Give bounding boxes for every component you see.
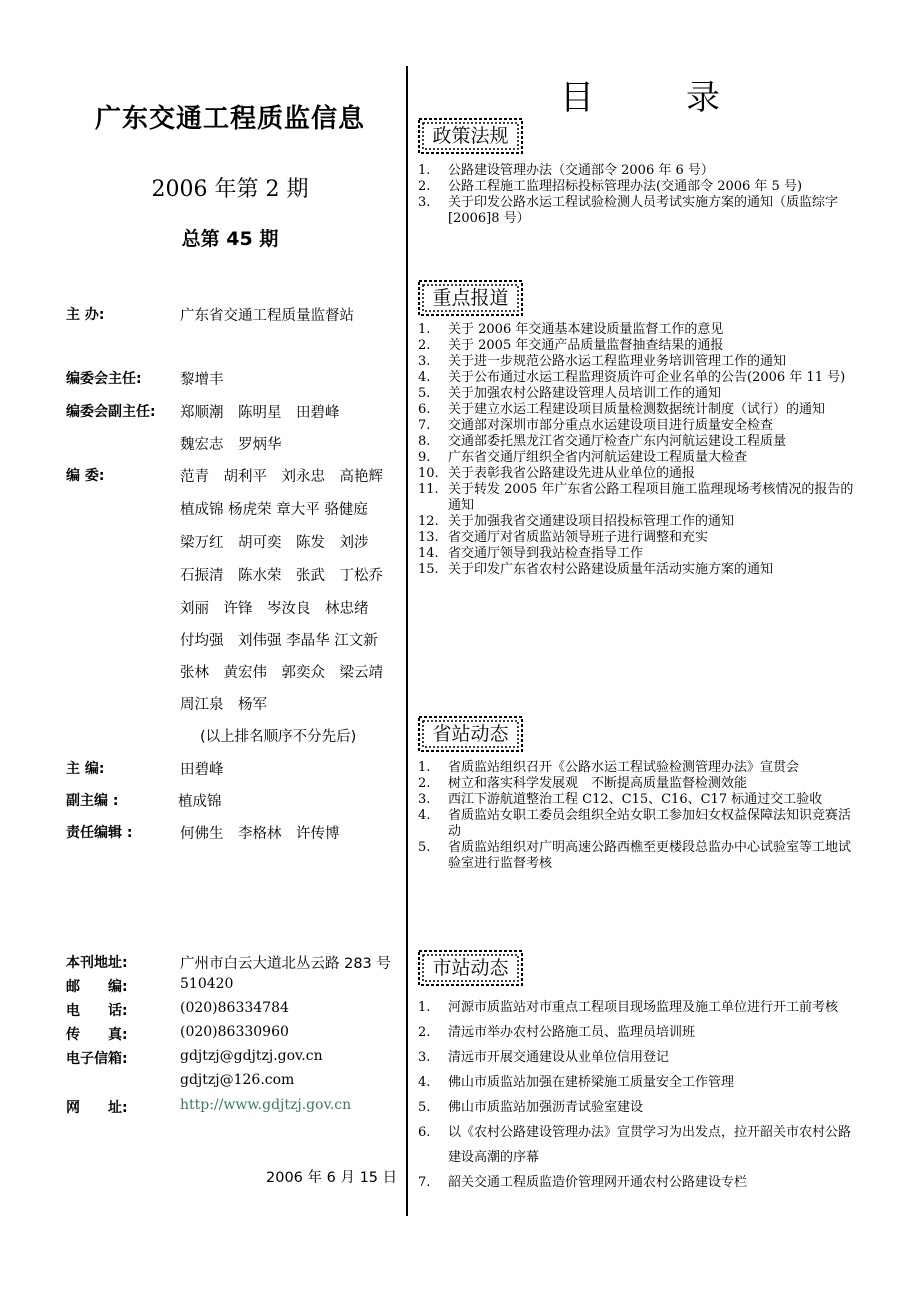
vice-chair-line-1: 郑顺潮 陈明星 田碧峰 [180, 405, 340, 421]
item-number: 1. [418, 163, 431, 178]
list-item[interactable] [418, 776, 860, 792]
email-value-1: gdjtzj@gdjtzj.gov.cn [180, 1048, 323, 1064]
section-title: 省站动态 [432, 723, 509, 745]
section-title: 政策法规 [432, 125, 509, 147]
item-text: 关于 2005 年交通产品质量监督抽查结果的通报 [448, 338, 724, 353]
publication-date: 2006 年 6 月 15 日 [266, 1170, 398, 1186]
list-item[interactable] [418, 562, 860, 578]
deputy-editor-label: 副主编 : [66, 793, 119, 809]
list-item[interactable] [418, 840, 860, 872]
list-item[interactable] [418, 530, 860, 546]
list-item[interactable] [418, 808, 860, 840]
item-number: 4. [418, 1075, 431, 1090]
column-divider [406, 66, 408, 1216]
item-number: 9. [418, 450, 431, 465]
item-number: 7. [418, 1175, 431, 1190]
list-item[interactable] [418, 1020, 860, 1045]
item-number: 2. [418, 1025, 431, 1040]
website-label: 网 址: [66, 1100, 128, 1116]
list-item[interactable] [418, 546, 860, 562]
members-line: 范青 胡利平 刘永忠 高艳辉 [180, 469, 383, 485]
section-header-key-reports [418, 280, 523, 316]
item-text: 关于转发 2005 年广东省公路工程项目施工监理现场考核情况的报告的通知 [448, 482, 854, 513]
item-number: 5. [418, 1100, 431, 1115]
item-number: 1. [418, 1000, 431, 1015]
phone-label: 电 话: [66, 1003, 128, 1019]
postcode-label: 邮 编: [66, 979, 128, 995]
toc-title-char: 目 [560, 78, 594, 118]
item-number: 7. [418, 418, 431, 433]
item-text: 西江下游航道整治工程 C12、C15、C16、C17 标通过交工验收 [448, 792, 823, 807]
section-header-policy [418, 118, 523, 154]
list-item[interactable] [418, 195, 860, 227]
members-line: 梁万红 胡可奕 陈发 刘涉 [180, 535, 369, 551]
postcode-value: 510420 [180, 976, 234, 992]
item-text: 树立和落实科学发展观 不断提高质量监督检测效能 [448, 776, 748, 791]
website-link[interactable]: http://www.gdjtzj.gov.cn [180, 1097, 352, 1113]
toc-title [560, 70, 720, 119]
list-item[interactable] [418, 1070, 860, 1095]
list-item[interactable] [418, 1095, 860, 1120]
item-number: 1. [418, 760, 431, 775]
item-number: 3. [418, 792, 431, 807]
section-list-policy [418, 163, 860, 227]
item-text: 关于加强农村公路建设管理人员培训工作的通知 [448, 386, 722, 401]
item-text: 省质监站女职工委员会组织全站女职工参加妇女权益保障法知识竞赛活动 [448, 808, 852, 839]
list-item[interactable] [418, 386, 860, 402]
members-line: 植成锦 杨虎荣 章大平 骆健庭 [180, 502, 368, 518]
issue-number: 2006 年第 2 期 [151, 177, 309, 202]
item-text: 交通部对深圳市部分重点水运建设项目进行质量安全检查 [448, 418, 774, 433]
item-number: 10. [418, 466, 439, 481]
item-text: 佛山市质监站加强沥青试验室建设 [448, 1100, 644, 1115]
item-text: 河源市质监站对市重点工程项目现场监理及施工单位进行开工前考核 [448, 1000, 839, 1015]
list-item[interactable] [418, 322, 860, 338]
list-item[interactable] [418, 792, 860, 808]
section-list-provincial-news [418, 760, 860, 872]
item-text: 省质监站组织召开《公路水运工程试验检测管理办法》宣贯会 [448, 760, 800, 775]
item-text: 公路建设管理办法（交通部令 2006 年 6 号） [448, 163, 714, 178]
list-item[interactable] [418, 760, 860, 776]
item-text: 佛山市质监站加强在建桥梁施工质量安全工作管理 [448, 1075, 735, 1090]
item-number: 11. [418, 482, 439, 497]
toc-title-char: 录 [686, 78, 720, 118]
item-text: 省交通厅领导到我站检查指导工作 [448, 546, 644, 561]
members-line: 石振清 陈水荣 张武 丁松乔 [180, 568, 383, 584]
section-header-city-news [418, 950, 523, 986]
sponsor-value: 广东省交通工程质量监督站 [180, 308, 354, 324]
section-list-key-reports [418, 322, 860, 578]
item-number: 14. [418, 546, 439, 561]
members-line: 周江泉 杨军 [180, 697, 267, 713]
list-item[interactable] [418, 354, 860, 370]
list-item[interactable] [418, 514, 860, 530]
item-text: 关于印发公路水运工程试验检测人员考试实施方案的通知（质监综字[2006]8 号） [448, 195, 839, 226]
sponsor-label: 主 办: [66, 307, 105, 323]
item-number: 5. [418, 840, 431, 855]
item-number: 6. [418, 1125, 431, 1140]
item-text: 省质监站组织对广明高速公路西樵至更楼段总监办中心试验室等工地试验室进行监督考核 [448, 840, 852, 871]
fax-label: 传 真: [66, 1027, 128, 1043]
item-text: 广东省交通厅组织全省内河航运建设工程质量大检查 [448, 450, 748, 465]
item-number: 3. [418, 195, 431, 210]
total-issue-number: 总第 45 期 [181, 228, 279, 250]
item-number: 15. [418, 562, 439, 577]
item-number: 2. [418, 776, 431, 791]
item-text: 交通部委托黑龙江省交通厅检查广东内河航运建设工程质量 [448, 434, 787, 449]
item-text: 关于公布通过水运工程监理资质许可企业名单的公告(2006 年 11 号) [448, 370, 846, 385]
item-number: 3. [418, 1050, 431, 1065]
item-number: 12. [418, 514, 439, 529]
list-item[interactable] [418, 418, 860, 434]
item-text: 关于 2006 年交通基本建设质量监督工作的意见 [448, 322, 724, 337]
item-text: 关于印发广东省农村公路建设质量年活动实施方案的通知 [448, 562, 774, 577]
list-item[interactable] [418, 370, 860, 386]
publication-title: 广东交通工程质监信息 [94, 104, 365, 134]
item-text: 关于进一步规范公路水运工程监理业务培训管理工作的通知 [448, 354, 787, 369]
list-item[interactable] [418, 338, 860, 354]
item-text: 清远市举办农村公路施工员、监理员培训班 [448, 1025, 696, 1040]
email-label: 电子信箱: [66, 1051, 128, 1067]
responsible-editor-value: 何佛生 李格林 许传博 [180, 826, 340, 842]
list-item[interactable] [418, 434, 860, 450]
item-number: 2. [418, 338, 431, 353]
deputy-editor-value: 植成锦 [178, 794, 222, 810]
item-text: 韶关交通工程质监造价管理网开通农村公路建设专栏 [448, 1175, 748, 1190]
section-header-provincial-news [418, 716, 523, 752]
section-list-city-news [418, 995, 860, 1195]
chair-value: 黎增丰 [180, 372, 224, 388]
item-text: 清远市开展交通建设从业单位信用登记 [448, 1050, 670, 1065]
item-number: 13. [418, 530, 439, 545]
list-item[interactable] [418, 179, 860, 195]
item-text: 以《农村公路建设管理办法》宣贯学习为出发点，拉开韶关市农村公路建设高潮的序幕 [448, 1125, 852, 1165]
vice-chair-line-2: 魏宏志 罗炳华 [180, 437, 282, 453]
section-title: 市站动态 [432, 957, 509, 979]
address-value: 广州市白云大道北丛云路 283 号 [180, 956, 391, 972]
item-number: 3. [418, 354, 431, 369]
members-line: 刘丽 许锋 岑汝良 林忠绪 [180, 601, 369, 617]
order-note: (以上排名顺序不分先后) [200, 729, 357, 745]
item-number: 6. [418, 402, 431, 417]
list-item[interactable] [418, 1045, 860, 1070]
section-title: 重点报道 [432, 287, 509, 309]
list-item[interactable] [418, 402, 860, 418]
members-line: 付均强 刘伟强 李晶华 江文新 [180, 633, 378, 649]
editor-label: 主 编: [66, 761, 105, 777]
editor-value: 田碧峰 [180, 762, 224, 778]
item-number: 8. [418, 434, 431, 449]
item-number: 4. [418, 808, 431, 823]
phone-value: (020)86334784 [180, 1000, 289, 1016]
list-item[interactable] [418, 163, 860, 179]
item-number: 4. [418, 370, 431, 385]
item-text: 关于加强我省交通建设项目招投标管理工作的通知 [448, 514, 735, 529]
fax-value: (020)86330960 [180, 1024, 289, 1040]
item-number: 2. [418, 179, 431, 194]
list-item[interactable] [418, 995, 860, 1020]
chair-label: 编委会主任: [66, 371, 142, 387]
list-item[interactable] [418, 482, 860, 514]
item-text: 省交通厅对省质监站领导班子进行调整和充实 [448, 530, 709, 545]
members-line: 张林 黄宏伟 郭奕众 梁云靖 [180, 665, 383, 681]
responsible-editor-label: 责任编辑 : [66, 825, 133, 841]
item-number: 5. [418, 386, 431, 401]
item-number: 1. [418, 322, 431, 337]
list-item[interactable] [418, 1170, 860, 1195]
members-label: 编 委: [66, 468, 105, 484]
item-text: 关于建立水运工程建设项目质量检测数据统计制度（试行）的通知 [448, 402, 826, 417]
list-item[interactable] [418, 1120, 860, 1170]
item-text: 关于表彰我省公路建设先进从业单位的通报 [448, 466, 696, 481]
list-item[interactable] [418, 450, 860, 466]
email-value-2: gdjtzj@126.com [180, 1072, 295, 1088]
item-text: 公路工程施工监理招标投标管理办法(交通部令 2006 年 5 号) [448, 179, 803, 194]
list-item[interactable] [418, 466, 860, 482]
address-label: 本刊地址: [66, 955, 128, 971]
vice-chair-label: 编委会副主任: [66, 404, 156, 420]
